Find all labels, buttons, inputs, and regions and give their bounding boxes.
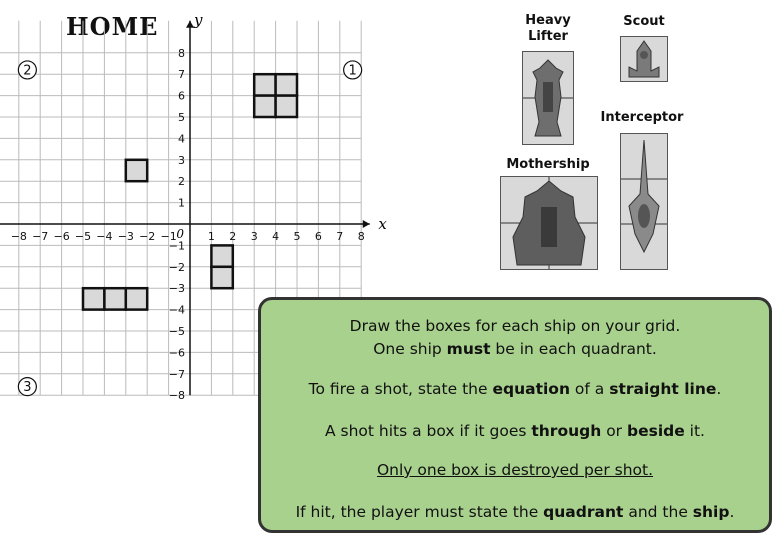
y-tick-label: 6 — [178, 89, 185, 103]
ship-box — [126, 288, 147, 309]
page-title: HOME — [66, 12, 159, 41]
x-tick-label: −6 — [53, 230, 70, 243]
mothership-card — [500, 176, 598, 270]
y-tick-label: 8 — [178, 46, 185, 60]
y-tick-label: −2 — [168, 260, 185, 274]
x-tick-label: 6 — [314, 230, 322, 243]
y-tick-label: −7 — [168, 367, 185, 381]
interceptor-label: Interceptor — [600, 110, 684, 125]
y-tick-label: −4 — [168, 303, 185, 317]
quadrant-marker-label: 1 — [348, 63, 357, 79]
x-tick-label: −1 — [160, 230, 177, 243]
x-axis-label: x — [378, 215, 387, 233]
ship-box — [254, 74, 275, 95]
interceptor-ship-icon — [621, 134, 667, 269]
scout-card — [620, 36, 668, 82]
ship-box — [126, 160, 147, 181]
y-tick-label: −5 — [168, 325, 185, 338]
x-tick-label: −7 — [32, 230, 49, 243]
y-tick-label: −1 — [168, 239, 185, 253]
ship-box — [211, 267, 232, 288]
rule-one-box: Only one box is destroyed per shot. — [376, 461, 654, 479]
heavy-lifter-card — [522, 51, 574, 145]
ship-box — [276, 96, 297, 117]
x-tick-label: 4 — [272, 230, 280, 243]
y-tick-label: 7 — [178, 68, 185, 82]
y-tick-label: 1 — [178, 196, 185, 210]
rules-panel — [258, 297, 772, 533]
interceptor-card — [620, 133, 668, 270]
rule-draw-boxes: Draw the boxes for each ship on your grid. — [349, 317, 681, 335]
x-tick-label: −3 — [117, 230, 134, 243]
y-tick-label: 2 — [178, 175, 185, 189]
x-tick-label: 1 — [207, 230, 215, 243]
x-tick-label: 7 — [336, 230, 344, 243]
rule-one-per-quadrant: One ship must be in each quadrant. — [373, 340, 657, 358]
y-axis-label: y — [194, 10, 203, 29]
scout-ship-icon — [621, 37, 667, 81]
y-tick-label: −8 — [168, 389, 185, 403]
x-axis-arrow — [363, 220, 370, 228]
x-tick-label: 8 — [357, 230, 365, 243]
y-tick-label: 5 — [178, 111, 185, 124]
x-tick-label: −4 — [96, 230, 113, 243]
x-tick-label: −2 — [139, 230, 156, 243]
scout-label: Scout — [623, 14, 665, 29]
x-tick-label: 5 — [293, 230, 301, 243]
x-tick-label: −5 — [74, 230, 92, 243]
ship-box — [276, 74, 297, 95]
x-tick-label: 3 — [250, 230, 258, 243]
y-tick-label: −3 — [168, 282, 185, 296]
ship-box — [211, 245, 232, 266]
ship-box — [83, 288, 104, 309]
mothership-label: Mothership — [506, 157, 590, 172]
x-tick-label: −8 — [10, 230, 27, 243]
y-tick-label: −6 — [168, 346, 185, 360]
heavy-lifter-ship-icon — [523, 52, 573, 144]
y-tick-label: 4 — [178, 132, 185, 146]
x-tick-label: 2 — [229, 230, 237, 243]
y-axis-arrow — [186, 21, 194, 28]
rule-hit: A shot hits a box if it goes through or beside it. — [325, 422, 705, 440]
quadrant-marker-label: 2 — [23, 63, 32, 79]
rule-state-quadrant: If hit, the player must state the quadrant and the ship. — [295, 503, 735, 521]
rule-fire-shot: To fire a shot, state the equation of a straight line. — [308, 380, 722, 398]
heavy-lifter-label: Heavy Lifter — [525, 13, 571, 44]
origin-label: 0 — [176, 227, 184, 241]
ship-box — [254, 96, 275, 117]
quadrant-marker-label: 3 — [23, 380, 32, 396]
y-tick-label: 3 — [178, 153, 185, 167]
mothership-ship-icon — [501, 177, 597, 269]
ship-box — [104, 288, 125, 309]
